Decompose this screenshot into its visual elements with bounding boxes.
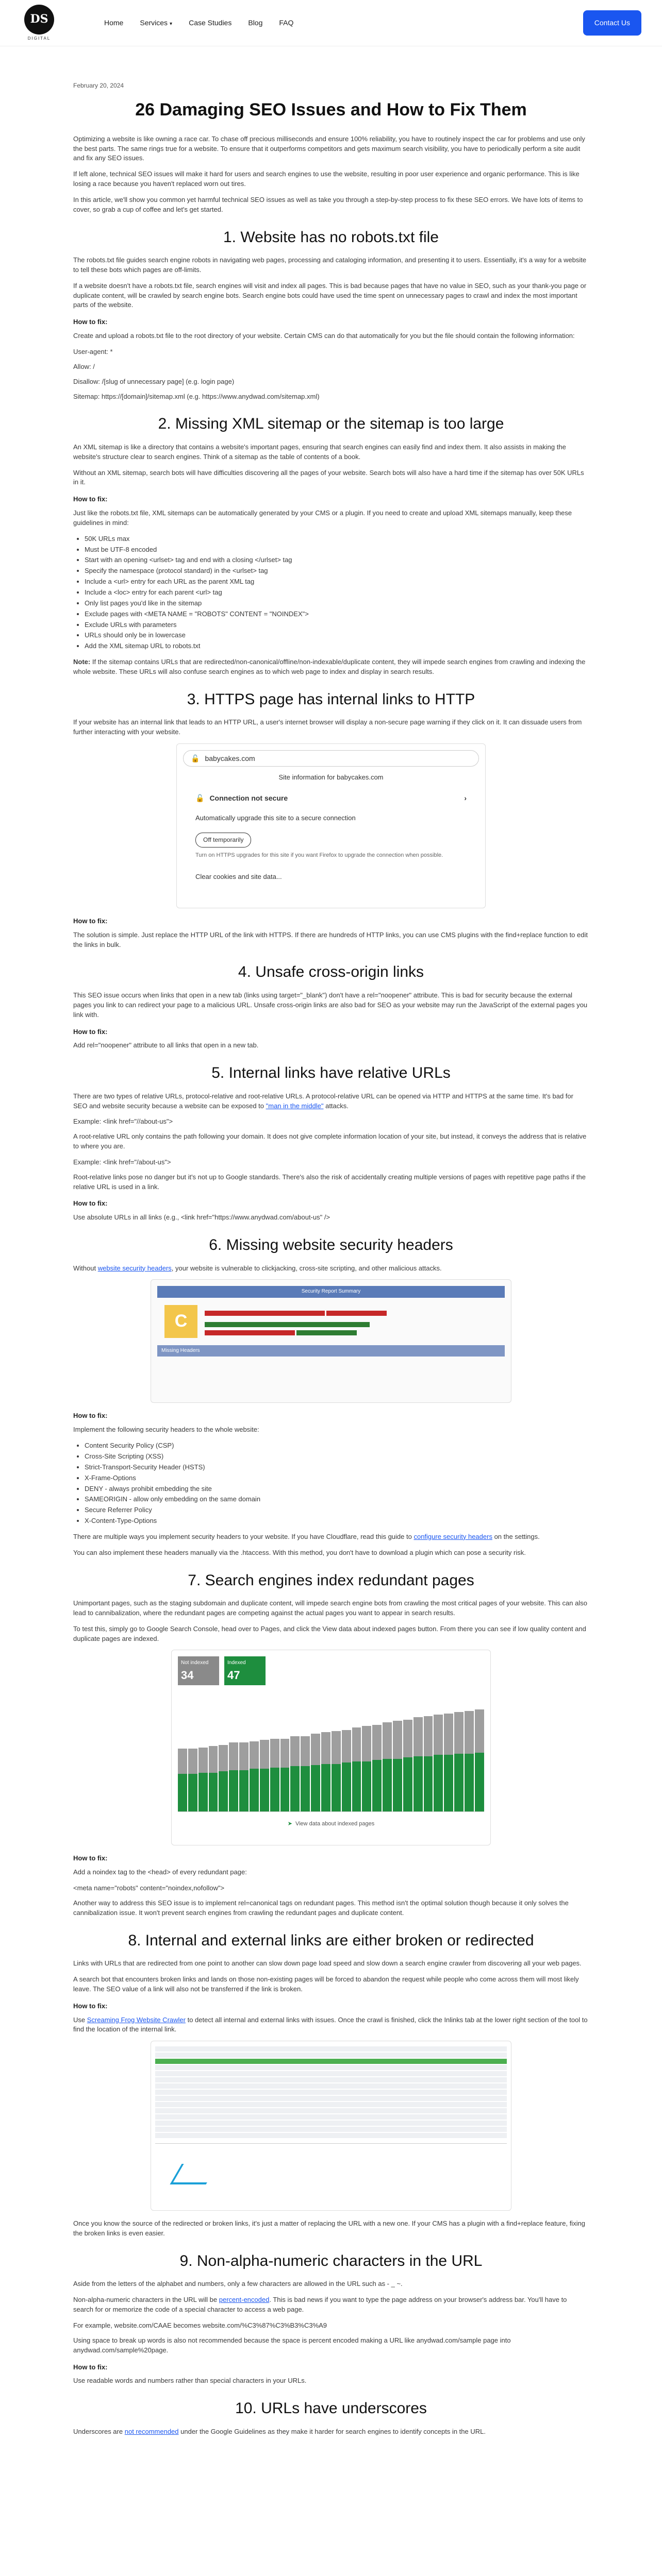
security-grade: C <box>164 1305 197 1338</box>
page-title: 26 Damaging SEO Issues and How to Fix Them <box>135 100 527 120</box>
chart-bar <box>301 1736 310 1812</box>
indexed-segment <box>465 1754 474 1811</box>
paragraph: To test this, simply go to Google Search Console, head over to Pages, and click the View data about indexed pages button. From there you can see if low quality content and duplicate pages are indexed. <box>73 1624 586 1642</box>
list-item: • Start with an opening <urlset> tag and end with a closing </urlset> tag <box>85 555 589 565</box>
status-bar-present <box>205 1322 370 1327</box>
intro-paragraph: In this article, we'll show you common yet harmful technical SEO issues as well as take you through a step-by-step process to fix these SEO errors. We have lots of items to cover, so grab a cup of coffee and let's get started. <box>73 195 583 213</box>
not-indexed-segment <box>342 1730 351 1763</box>
paragraph: Just like the robots.txt file, XML sitemaps can be automatically generated by your CMS or a plugin. If you need to create and upload XML sitemaps manually, keep these guidelines in mind: <box>73 509 572 527</box>
text: Underscores are <box>73 2427 123 2435</box>
code-example: Example: <link href="/about-us"> <box>73 1158 171 1166</box>
legend-text: View data about indexed pages <box>295 1821 375 1827</box>
how-to-fix-label: How to fix: <box>73 495 108 503</box>
site-header <box>0 0 662 46</box>
upgrade-toggle: Off temporarily <box>195 833 251 848</box>
not-indexed-segment <box>444 1714 453 1755</box>
pointer-arrow-icon <box>170 2164 218 2184</box>
text: to detect all internal and external links with issues. Once the crawl is finished, click the Inlinks tab at the lower right section of the tool to find the location of the internal link. <box>73 2015 588 2033</box>
not-indexed-segment <box>383 1722 392 1759</box>
crawl-row <box>155 2046 507 2052</box>
chart-bar <box>454 1712 464 1811</box>
paragraph <box>73 1264 589 1274</box>
article <box>73 46 589 2437</box>
paragraph: Using space to break up words is also not recommended because the space is percent encoded making a URL like anydwad.com/sample page into anydwad.com/sample%20page. <box>73 2336 511 2354</box>
crawl-row <box>155 2102 507 2107</box>
indexed-segment <box>403 1757 412 1811</box>
not-indexed-segment <box>239 1742 249 1770</box>
text: , your website is vulnerable to clickjacking, cross-site scripting, and other malicious attacks. <box>171 1264 442 1272</box>
not-indexed-segment <box>403 1720 412 1757</box>
paragraph: The solution is simple. Just replace the HTTP URL of the link with HTTPS. If there are hundreds of HTTP links, you can use CMS plugins with the find+replace function to edit the links in bulk. <box>73 930 588 948</box>
not-indexed-segment <box>290 1736 300 1767</box>
upgrade-text: Automatically upgrade this site to a secure connection <box>195 814 356 822</box>
chart-bar <box>280 1739 290 1812</box>
section-heading: 9. Non-alpha-numeric characters in the URL <box>179 2252 483 2269</box>
text: Use <box>73 2015 86 2024</box>
chart-bar <box>198 1748 208 1812</box>
crawl-row <box>155 2065 507 2070</box>
indexed-segment <box>332 1764 341 1812</box>
list-item: • Include a <url> entry for each URL as the parent XML tag <box>85 577 589 587</box>
crawl-row <box>155 2096 507 2101</box>
intro-paragraph: If left alone, technical SEO issues will make it hard for users and search engines to use the website, resulting in poor user experience and organic performance. This is like losing a race because you haven't replaced worn out tires. <box>73 170 580 188</box>
chart-bar <box>188 1749 197 1811</box>
indexed-segment <box>424 1756 433 1812</box>
crawl-row <box>155 2121 507 2126</box>
not-indexed-segment <box>454 1712 464 1754</box>
list-item: • Specify the namespace (protocol standard) in the <urlset> tag <box>85 566 589 576</box>
security-report-screenshot <box>151 1279 511 1403</box>
indexed-segment <box>393 1759 402 1812</box>
clear-cookies: Clear cookies and site data... <box>195 873 282 881</box>
list-item: • Content Security Policy (CSP) <box>85 1441 589 1451</box>
intro-paragraph: Optimizing a website is like owning a race car. To chase off precious milliseconds and ensure 100% reliability, you have to routinely inspect the car for problems and use only the best parts. The same rings true for a website. To ensure that it outperforms competitors and gets maximum search visibility, you have to periodically perform a site audit and fix any SEO issues. <box>73 134 585 162</box>
paragraph: Root-relative links pose no danger but it's not up to Google standards. There's also the risk of accidentally creating multiple versions of pages with repetitive page paths if the relative URL is used in a link. <box>73 1173 586 1191</box>
list-item: • Add the XML sitemap URL to robots.txt <box>85 641 589 651</box>
chart-bar <box>270 1739 279 1812</box>
status-bar-missing <box>205 1311 325 1316</box>
not-indexed-segment <box>209 1746 218 1772</box>
indexed-segment <box>352 1761 361 1812</box>
percent-encoded-link[interactable]: percent-encoded <box>219 2296 270 2304</box>
nav-faq[interactable]: FAQ <box>279 19 294 27</box>
crawl-row <box>155 2077 507 2082</box>
paragraph <box>73 2015 589 2035</box>
lock-off-icon: 🔓 <box>191 754 200 762</box>
chart-legend[interactable] <box>178 1820 484 1828</box>
paragraph <box>73 2295 589 2315</box>
warning-text: Connection not secure <box>209 793 288 802</box>
paragraph: A search bot that encounters broken links and lands on those non-existing pages will be forced to abandon the request while people who come across them will most likely leave. The SEO value of a link will also not be transferred if the link is broken. <box>73 1975 579 1993</box>
indexed-segment <box>454 1754 464 1811</box>
text: attacks. <box>325 1101 349 1110</box>
indexed-segment <box>219 1771 228 1811</box>
status-bar-present <box>296 1330 356 1335</box>
list-item: • Secure Referrer Policy <box>85 1505 589 1515</box>
upgrade-detail: Turn on HTTPS upgrades for this site if you want Firefox to upgrade the connection when possible. <box>195 852 443 859</box>
list-item: • Exclude pages with <META NAME = "ROBOTS" CONTENT = "NOINDEX"> <box>85 609 589 619</box>
not-indexed-segment <box>280 1739 290 1768</box>
chart-bar <box>444 1714 453 1812</box>
indexed-label: Indexed <box>227 1660 246 1666</box>
chart-bar <box>332 1731 341 1811</box>
robots-line: Allow: / <box>73 362 95 370</box>
contact-button[interactable]: Contact Us <box>583 10 641 35</box>
chart-bar <box>239 1742 249 1811</box>
how-to-fix-label: How to fix: <box>73 2002 108 2010</box>
indexed-count: 47 <box>227 1668 240 1682</box>
indexed-segment <box>383 1759 392 1812</box>
not-indexed-segment <box>332 1731 341 1764</box>
indexed-segment <box>362 1761 371 1812</box>
list-item: • Cross-Site Scripting (XSS) <box>85 1452 589 1462</box>
chart-bar <box>260 1740 269 1811</box>
indexed-segment <box>239 1770 249 1812</box>
list-item: • Must be UTF-8 encoded <box>85 545 589 555</box>
lock-off-icon: 🔓 <box>195 793 205 802</box>
list-item: • X-Frame-Options <box>85 1473 589 1483</box>
paragraph: Implement the following security headers to the whole website: <box>73 1426 259 1434</box>
not-indexed-segment <box>424 1716 433 1756</box>
indexed-segment <box>444 1755 453 1811</box>
section-heading: 3. HTTPS page has internal links to HTTP <box>187 690 475 708</box>
chart-bar <box>372 1725 382 1812</box>
not-indexed-segment <box>250 1741 259 1769</box>
chart-bar <box>383 1722 392 1812</box>
nav-services-label: Services <box>140 19 168 27</box>
nav-case-studies[interactable]: Case Studies <box>189 19 232 27</box>
logo-text: DIGITAL <box>27 36 51 41</box>
site-info-title: Site information for babycakes.com <box>278 773 384 781</box>
paragraph: Links with URLs that are redirected from one point to another can slow down page load speed and slow down a search engine crawler from discovering all your web pages. <box>73 1959 582 1968</box>
chart-bar <box>475 1709 484 1811</box>
report-summary <box>157 1298 505 1345</box>
status-bar-missing <box>205 1330 295 1335</box>
indexed-segment <box>321 1764 330 1812</box>
site-logo[interactable] <box>21 5 58 42</box>
code-example: For example, website.com/CAAE becomes website.com/%C3%87%C3%B3%C3%A9 <box>73 2321 327 2329</box>
crawl-row <box>155 2127 507 2132</box>
indexed-segment <box>178 1774 187 1811</box>
security-headers-list <box>85 1441 589 1526</box>
indexed-segment <box>311 1765 320 1811</box>
not-indexed-segment <box>352 1727 361 1761</box>
status-bar-missing <box>326 1311 386 1316</box>
not-indexed-card <box>178 1656 219 1685</box>
not-indexed-label: Not indexed <box>181 1660 209 1666</box>
chart-bar <box>342 1730 351 1812</box>
indexed-segment <box>209 1773 218 1812</box>
list-item: • Exclude URLs with parameters <box>85 620 589 630</box>
paragraph: Another way to address this SEO issue is to implement rel=canonical tags on redundant pages. This method isn't the optimal solution though because it only solves the cannibalization issue. It won't prevent search engines from crawling the redundant pages and duplicate content. <box>73 1899 569 1917</box>
nav-services[interactable] <box>140 18 172 28</box>
not-indexed-segment <box>372 1725 382 1760</box>
paragraph: Aside from the letters of the alphabet and numbers, only a few characters are allowed in the URL such as - _ ~. <box>73 2280 403 2288</box>
note-paragraph <box>73 657 589 677</box>
crawl-row <box>155 2053 507 2058</box>
not-indexed-segment <box>475 1709 484 1752</box>
list-item: • Strict-Transport-Security Header (HSTS) <box>85 1463 589 1472</box>
sitemap-guidelines-list <box>85 534 589 651</box>
not-indexed-segment <box>178 1749 187 1774</box>
chart-bar <box>352 1727 361 1812</box>
list-item: • 50K URLs max <box>85 534 589 544</box>
connection-warning <box>183 789 479 807</box>
section-heading: 2. Missing XML sitemap or the sitemap is too large <box>158 415 504 433</box>
not-indexed-segment <box>321 1732 330 1764</box>
text: Non-alpha-numeric characters in the URL will be <box>73 2296 218 2304</box>
main-nav <box>104 18 293 28</box>
how-to-fix-label: How to fix: <box>73 318 108 326</box>
indexed-segment <box>413 1756 423 1812</box>
not-indexed-segment <box>198 1748 208 1773</box>
paragraph <box>73 2427 589 2437</box>
crawl-row <box>155 2071 507 2076</box>
section-heading: 4. Unsafe cross-origin links <box>238 963 424 981</box>
not-indexed-segment <box>434 1715 443 1755</box>
not-indexed-segment <box>270 1739 279 1768</box>
text: under the Google Guidelines as they make it harder for search engines to identify concepts in the URL. <box>180 2427 486 2435</box>
paragraph: If a website doesn't have a robots.txt file, search engines will visit and index all pages. This is bad because pages that have no value in SEO, such as your thank-you page or duplicate content, will be crawled by search engine bots. Search engine bots could have used the time spent on unnecessary pages to crawl and index the most important parts of the website. <box>73 281 587 309</box>
chart-bar <box>362 1726 371 1811</box>
indexed-segment <box>198 1773 208 1812</box>
chart-bar <box>413 1717 423 1811</box>
indexed-segment <box>290 1766 300 1811</box>
text: There are multiple ways you implement security headers to your website. If you have Cloudflare, read this guide to <box>73 1532 412 1540</box>
chart-bar <box>434 1715 443 1811</box>
header-status-bars <box>205 1298 505 1345</box>
nav-home[interactable]: Home <box>104 19 124 27</box>
chart-bar <box>250 1741 259 1812</box>
chart-bar <box>290 1736 300 1812</box>
section-heading: 10. URLs have underscores <box>235 2400 427 2417</box>
crawl-row <box>155 2090 507 2095</box>
how-to-fix-label: How to fix: <box>73 1027 108 1036</box>
robots-line: User-agent: * <box>73 348 113 355</box>
chart-bar <box>229 1742 238 1811</box>
chart-bar <box>403 1720 412 1811</box>
list-item: • X-Content-Type-Options <box>85 1516 589 1526</box>
paragraph: Unimportant pages, such as the staging subdomain and duplicate content, will impede search engine bots from crawling the most critical pages of your website. This can also lead to cannibalization, where the redundant pages are competing against the actual pages you want to appear in search results. <box>73 1599 587 1617</box>
not-indexed-segment <box>393 1721 402 1758</box>
how-to-fix-label: How to fix: <box>73 1199 108 1208</box>
paragraph: Use absolute URLs in all links (e.g., <link href="https://www.anydwad.com/about-us" /> <box>73 1213 330 1222</box>
indexed-segment <box>475 1753 484 1812</box>
paragraph: Create and upload a robots.txt file to the root directory of your website. Certain CMS can do that automatically for you but the file should contain the following information: <box>73 332 575 340</box>
paragraph: If your website has an internal link that leads to an HTTP URL, a user's internet browser will display a non-secure page warning if they click on it. It can dissuade users from further interacting with your website. <box>73 718 582 736</box>
security-headers-link[interactable]: website security headers <box>97 1264 172 1272</box>
screaming-frog-screenshot <box>151 2041 511 2211</box>
chart-bar <box>219 1745 228 1812</box>
indexed-segment <box>270 1768 279 1812</box>
text: There are two types of relative URLs, protocol-relative and root-relative URLs. A protocol-relative URL can be opened via HTTP and HTTPS at the same time. It's bad for SEO and website security because a website can be exposed to <box>73 1092 573 1110</box>
section-heading: 6. Missing website security headers <box>209 1236 453 1254</box>
how-to-fix-label: How to fix: <box>73 1412 108 1420</box>
paragraph: You can also implement these headers manually via the .htaccess. With this method, you don't have to download a plugin which can pose a security risk. <box>73 1548 526 1556</box>
paragraph: A root-relative URL only contains the path following your domain. It does not give complete information location of your site, but instead, it conveys the address that is relative to where you are. <box>73 1132 587 1150</box>
list-item: • URLs should only be in lowercase <box>85 631 589 640</box>
paragraph: The robots.txt file guides search engine robots in navigating web pages, processing and cataloging information, and presenting it to users. Essentially, it's a way for a website to tell these bots which pages are off-limits. <box>73 256 587 274</box>
chart-bar <box>465 1711 474 1812</box>
list-item: • DENY - always prohibit embedding the site <box>85 1484 589 1494</box>
not-indexed-segment <box>413 1717 423 1756</box>
crawl-row <box>155 2108 507 2113</box>
not-indexed-segment <box>301 1736 310 1767</box>
note-label: Note: <box>73 658 91 666</box>
chart-bar <box>178 1749 187 1811</box>
not-indexed-count: 34 <box>181 1668 194 1682</box>
text: . This is bad news if you want to type the page address on your browser's address bar. You'll have to search for or memorize the code of a special character to access a web page. <box>73 2296 567 2314</box>
not-recommended-link[interactable]: not recommended <box>124 2427 179 2435</box>
indexed-segment <box>260 1769 269 1811</box>
search-console-screenshot <box>171 1650 491 1845</box>
indexing-chart <box>178 1693 484 1812</box>
address-url: babycakes.com <box>205 754 255 762</box>
missing-headers-label: Missing Headers <box>157 1345 505 1357</box>
crawl-row <box>155 2114 507 2120</box>
not-indexed-segment <box>229 1742 238 1770</box>
indexed-card <box>224 1656 266 1685</box>
not-indexed-segment <box>362 1726 371 1761</box>
mitm-link[interactable]: "man in the middle" <box>266 1101 324 1110</box>
text: on the settings. <box>494 1532 540 1540</box>
section-heading: 8. Internal and external links are either broken or redirected <box>128 1931 534 1949</box>
paragraph: Without an XML sitemap, search bots will have difficulties discovering all the pages of your website. Search bots will also have a hard time if the sitemap has over 50K URLs in it. <box>73 468 584 486</box>
indexed-segment <box>280 1768 290 1812</box>
how-to-fix-label: How to fix: <box>73 2363 108 2371</box>
chart-bar <box>321 1732 330 1811</box>
code-example: <meta name="robots" content="noindex,nofollow"> <box>73 1884 225 1892</box>
report-header: Security Report Summary <box>157 1286 505 1298</box>
not-indexed-segment <box>465 1711 474 1754</box>
configure-headers-link[interactable]: configure security headers <box>413 1532 492 1540</box>
section-heading: 7. Search engines index redundant pages <box>188 1571 474 1589</box>
crawl-row-selected <box>155 2059 507 2064</box>
chart-bar <box>311 1734 320 1812</box>
paragraph: Once you know the source of the redirected or broken links, it's just a matter of replacing the URL with a new one. If your CMS has a plugin with a find+replace feature, fixing the broken links is even easier. <box>73 2219 586 2238</box>
indexed-segment <box>372 1760 382 1811</box>
indexed-segment <box>434 1755 443 1811</box>
robots-line: Disallow: /[slug of unnecessary page] (e.g. login page) <box>73 377 235 385</box>
indexed-segment <box>229 1770 238 1812</box>
paragraph: Add rel="noopener" attribute to all links that open in a new tab. <box>73 1041 259 1049</box>
paragraph: This SEO issue occurs when links that open in a new tab (links using target="_blank") don't have a rel="noopener" attribute. This is bad for security because the external pages you link to can redirect your page to a malicious URL. Unsafe cross-origin links are also bad for SEO as your website may run the JavaScript of the external pages you link with. <box>73 991 588 1019</box>
insecure-connection-screenshot <box>176 743 486 908</box>
nav-blog[interactable]: Blog <box>248 19 263 27</box>
index-summary-cards <box>178 1656 484 1685</box>
how-to-fix-label: How to fix: <box>73 1854 108 1862</box>
chart-bar <box>209 1746 218 1811</box>
section-heading: 5. Internal links have relative URLs <box>211 1064 451 1082</box>
security-report-panel <box>151 1280 511 1402</box>
not-indexed-segment <box>260 1740 269 1769</box>
indexed-segment <box>250 1769 259 1811</box>
text: Without <box>73 1264 96 1272</box>
indexed-segment <box>342 1762 351 1811</box>
list-item: • SAMEORIGIN - allow only embedding on the same domain <box>85 1495 589 1504</box>
section-heading: 1. Website has no robots.txt file <box>223 228 439 246</box>
paragraph <box>73 1532 589 1542</box>
paragraph: Add a noindex tag to the <head> of every redundant page: <box>73 1868 247 1876</box>
crawl-row <box>155 2133 507 2138</box>
post-date: February 20, 2024 <box>73 82 124 89</box>
chevron-down-icon: ▾ <box>170 21 173 27</box>
robots-line: Sitemap: https://[domain]/sitemap.xml (e.g. https://www.anydwad.com/sitemap.xml) <box>73 392 320 400</box>
code-example: Example: <link href="//about-us"> <box>73 1117 173 1126</box>
paragraph: An XML sitemap is like a directory that contains a website's important pages, ensuring that search engines can easily find and index them. It also assists in making the website's structure clear to search engines. Think of a sitemap as the table of contents of a book. <box>73 443 566 461</box>
chart-bar <box>424 1716 433 1812</box>
screaming-frog-link[interactable]: Screaming Frog Website Crawler <box>87 2015 186 2024</box>
note-text: If the sitemap contains URLs that are redirected/non-canonical/offline/non-indexable/duplicate content, they will impede search engines from crawling and indexing the whole website. These URLs will also confuse search engines as to which web page to index and display in search results. <box>73 658 586 675</box>
how-to-fix-label: How to fix: <box>73 917 108 925</box>
indexed-segment <box>301 1766 310 1811</box>
paragraph <box>73 1092 589 1111</box>
list-item: • Only list pages you'd like in the sitemap <box>85 599 589 608</box>
browser-address-bar <box>183 750 479 767</box>
arrow-right-icon: ➤ <box>287 1821 292 1827</box>
not-indexed-segment <box>219 1745 228 1771</box>
not-indexed-segment <box>188 1749 197 1774</box>
chart-bar <box>393 1721 402 1811</box>
crawl-row <box>155 2083 507 2089</box>
chevron-right-icon: › <box>464 793 467 802</box>
paragraph: Use readable words and numbers rather than special characters in your URLs. <box>73 2377 307 2385</box>
list-item: • Include a <loc> entry for each parent <url> tag <box>85 588 589 598</box>
logo-mark: DS <box>24 5 54 35</box>
not-indexed-segment <box>311 1734 320 1765</box>
inlinks-panel <box>155 2143 507 2190</box>
indexed-segment <box>188 1774 197 1811</box>
